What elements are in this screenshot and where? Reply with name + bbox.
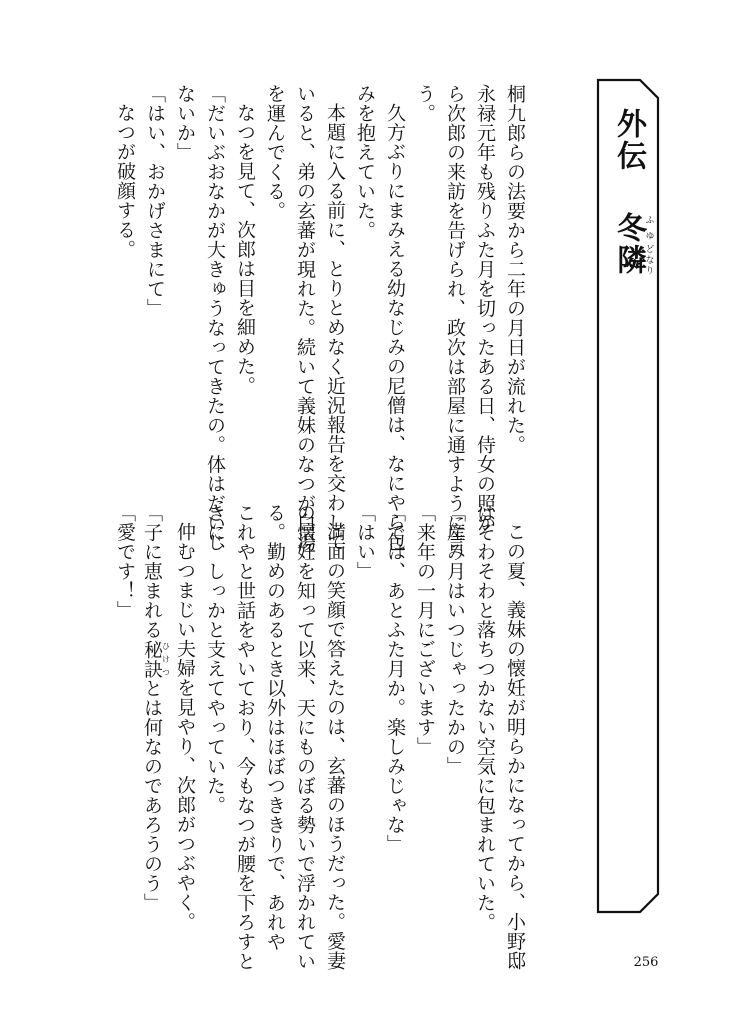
upper-line-1: 桐九郎らの法要から二年の月日が流れた。 [504,84,526,455]
lower-line-1: この夏、義妹の懐妊が明らかになってから、小野邸 [504,522,526,971]
upper-line-3: ら次郎の来訪を告げられ、政次は部屋に通すように言 [444,84,466,552]
title-word-2: 隣どなり [611,244,654,276]
lower-line-3: 「産み月はいつじゃったかの」 [444,503,466,776]
lower-line-13-start: 「子に恵まれる [141,503,163,640]
lower-line-9: る。勤めのあるとき以外はほぼつききりで、あれや [264,503,286,952]
lower-line-14: 「愛です！」 [114,503,136,620]
upper-line-14: なつが破顔する。 [114,103,136,259]
lower-line-7: 満面の笑顔で答えたのは、玄蕃のほうだった。愛妻 [324,522,346,971]
chapter-title [600,108,656,348]
upper-line-10: なつを見て、次郎は目を細めた。 [234,103,256,396]
lower-line-13-end: とは何なのであろうのう」 [141,678,163,913]
lower-line-13 [140,503,170,913]
title-prefix: 外伝 [611,108,646,172]
upper-line-7: 本題に入る前に、とりとめなく近況報告を交わして [324,103,346,552]
upper-line-4: う。 [414,84,436,123]
lower-line-2: はそわそわと落ちつかない空気に包まれていた。 [474,503,496,932]
upper-line-8: いると、弟の玄蕃が現れた。続いて義妹のなつが白湯 [294,84,316,552]
upper-line-5: 久方ぶりにまみえる幼なじみの尼僧は、なにやら包 [384,103,406,552]
lower-line-12: 仲むつまじい夫婦を見やり、次郎がつぶやく。 [174,522,196,932]
upper-line-9: を運んでくる。 [264,84,286,221]
upper-line-2: 永禄元年も残りふた月を切ったある日、侍女の照か [474,84,496,533]
upper-line-11: 「だいぶおなかが大きゅうなってきたの。体はだいじ [204,84,226,552]
lower-line-11: きに、しっかと支えてやっていた。 [204,503,226,815]
page-number: 256 [633,955,659,970]
lower-line-8: の懐妊を知って以来、天にものぼる勢いで浮かれてい [294,503,316,971]
lower-line-6: 「はい」 [354,503,376,581]
lower-line-10: これやと世話をやいており、今もなつが腰を下ろすと [234,503,256,971]
title-word-1: 冬ふゆ [611,212,654,244]
upper-line-13: 「はい、おかげさまにて」 [144,84,166,318]
upper-line-6: みを抱えていた。 [354,84,376,240]
ruby-hiketsu: 秘訣ひけつ [141,639,171,679]
lower-line-4: 「来年の一月にございます」 [414,503,436,757]
lower-line-5: 「では、あとふた月か。楽しみじゃな」 [384,503,406,854]
upper-line-12: ないか」 [174,84,196,162]
